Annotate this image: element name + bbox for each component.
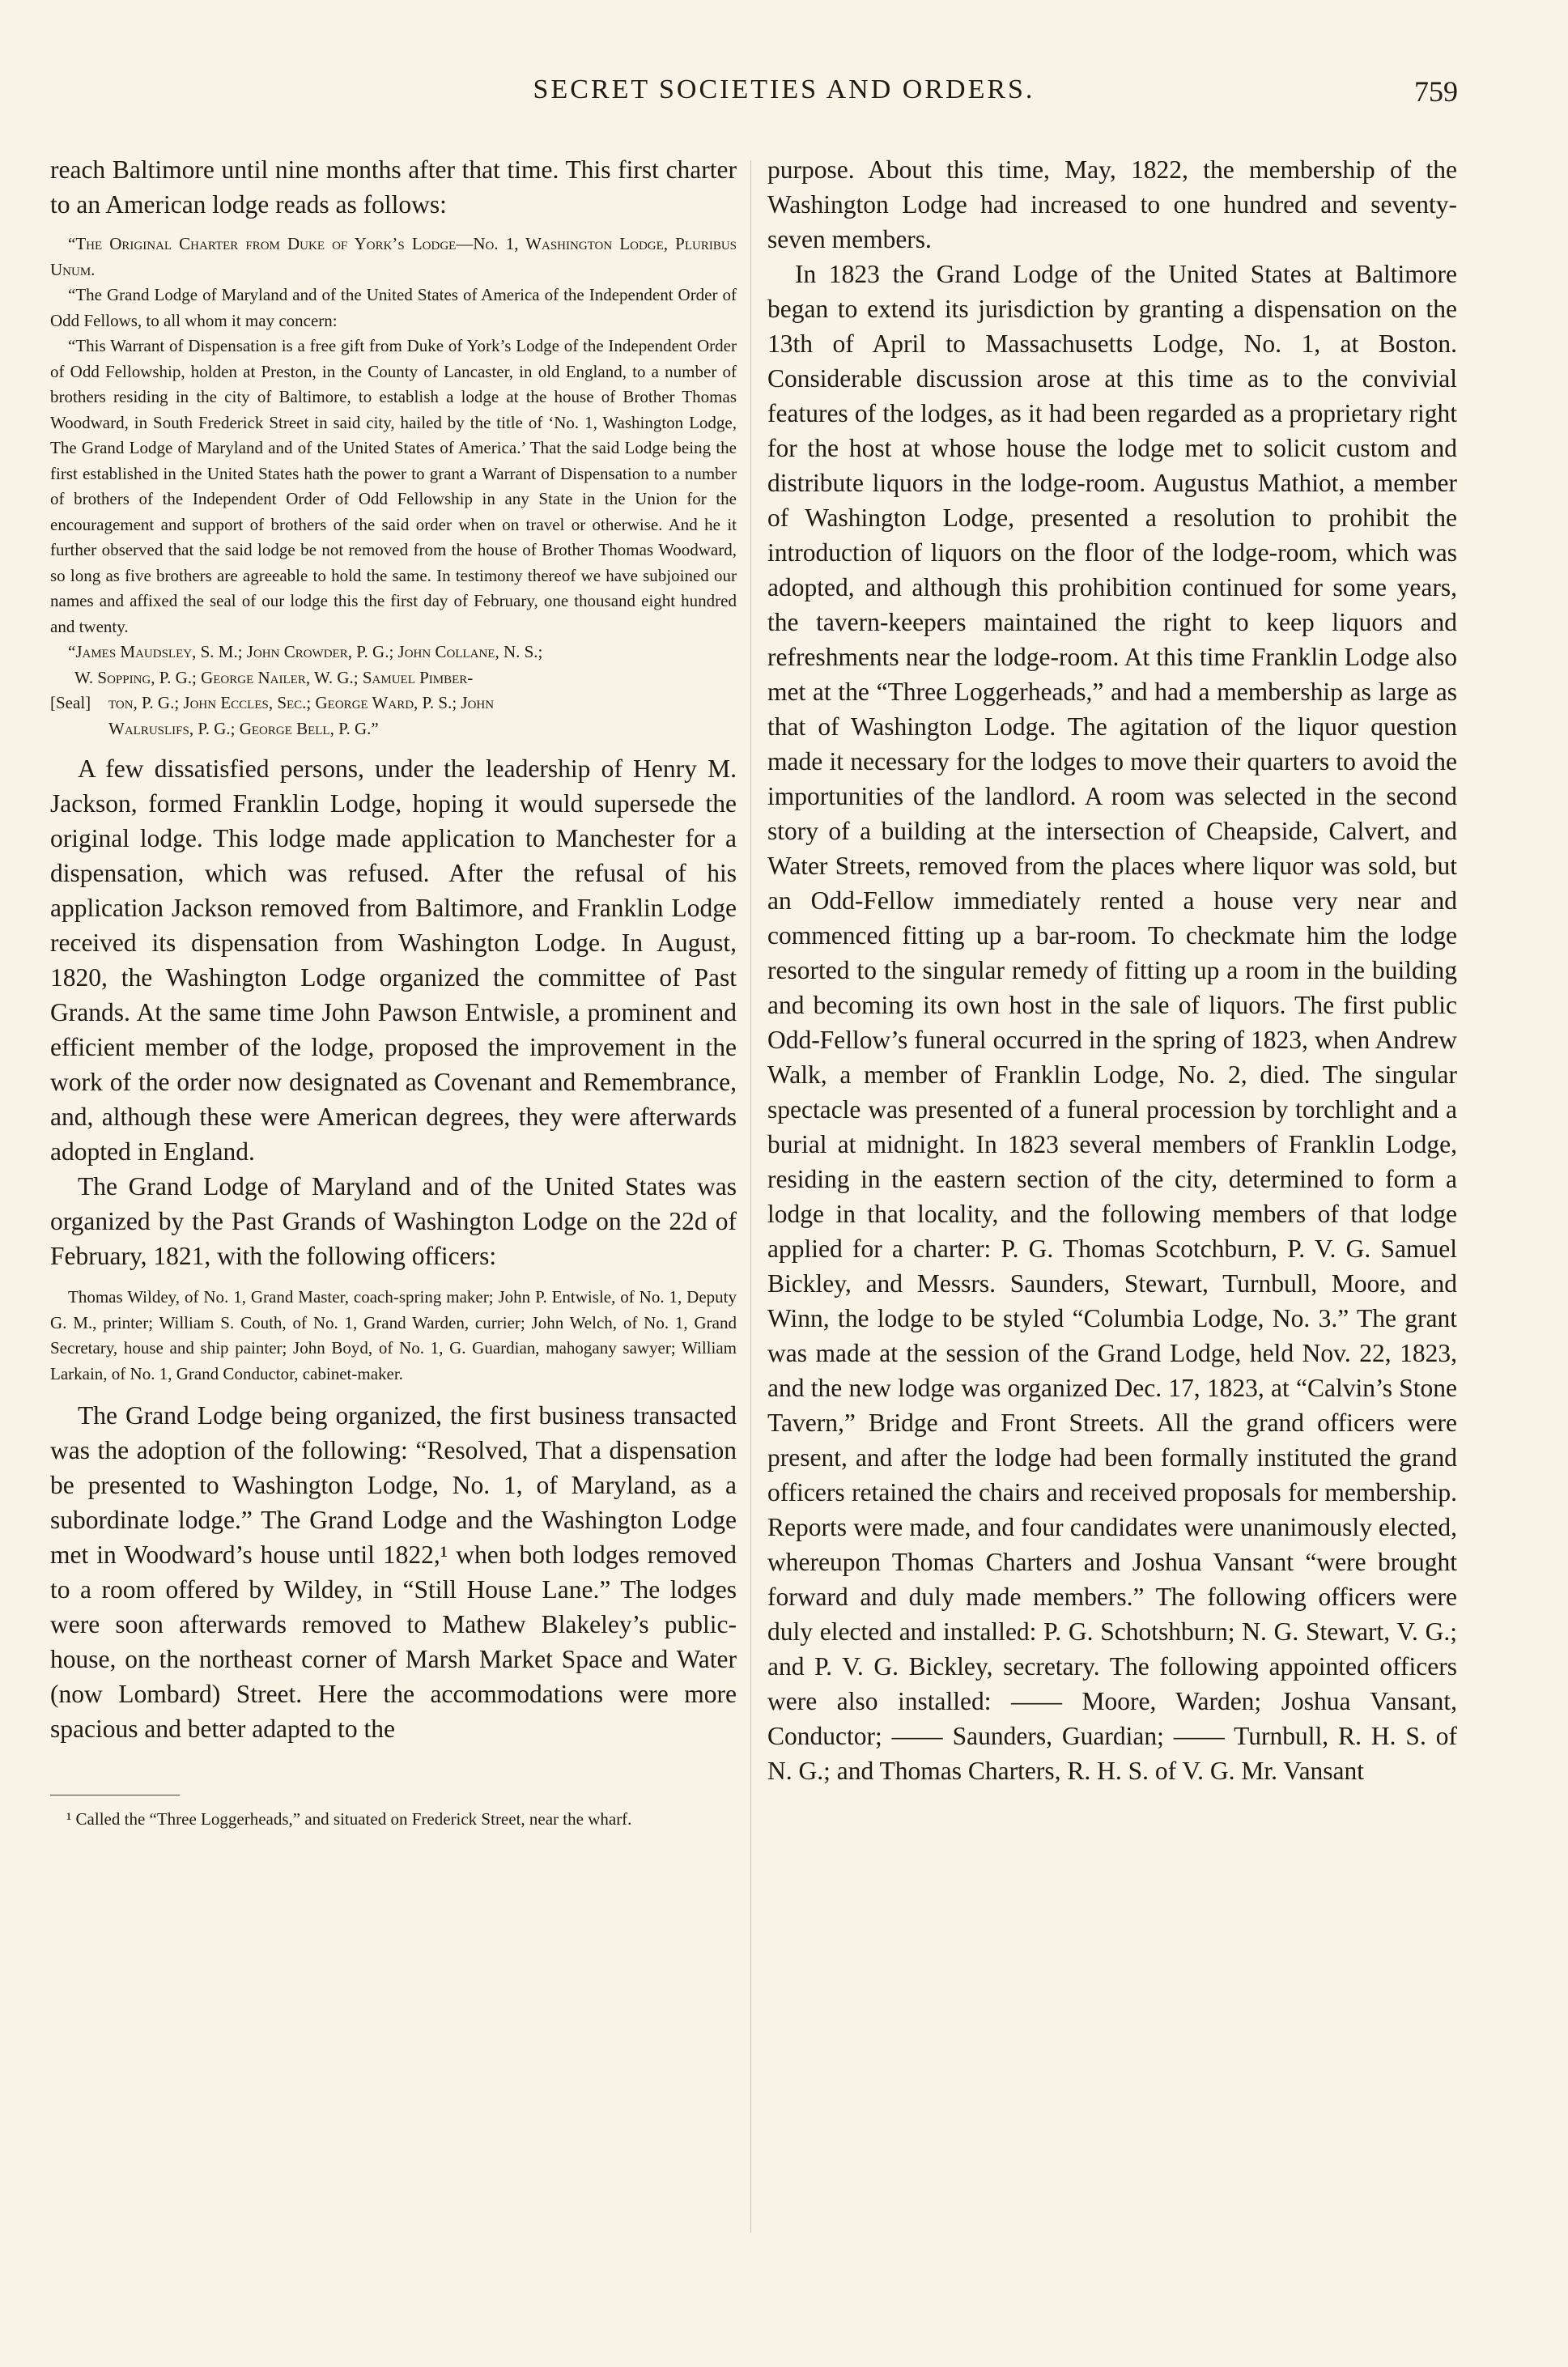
charter-title: “The Original Charter from Duke of York’s Lodge—No. 1, Washington Lodge, Pluribus Unum. xyxy=(50,234,737,279)
seal-label: [Seal] xyxy=(50,693,91,712)
footnote: ¹ Called the “Three Loggerheads,” and situated on Frederick Street, near the wharf. xyxy=(66,1809,632,1829)
charter-signatures xyxy=(50,640,737,742)
seal-row xyxy=(50,691,737,742)
seal-signatures xyxy=(108,691,737,742)
right-column xyxy=(767,152,1457,2335)
paragraph: The Grand Lodge of Maryland and of the United States was organized by the Past Grands of Washington Lodge on the 22d of February, 1821, with the following officers: xyxy=(50,1172,737,1270)
signature-line: Walruslifs, P. G.; George Bell, P. G.” xyxy=(108,718,379,738)
page-number: 759 xyxy=(1414,75,1458,108)
signature-line: W. Sopping, P. G.; George Nailer, W. G.; Samuel Pimber- xyxy=(74,667,474,687)
column-divider xyxy=(750,160,751,2233)
signature-line: “James Maudsley, S. M.; John Crowder, P. G.; John Collane, N. S.; xyxy=(68,642,543,661)
charter-line: “This Warrant of Dispensation is a free gift from Duke of York’s Lodge of the Independent Order of Odd Fellowship, holden at Preston, in the County of Lancaster, in old England, to a number of brothers residing in the city of Baltimore, to establish a lodge at the house of Brother Thomas Woodward, in South Frederick Street in said city, hailed by the title of ‘No. 1, Washington Lodge, The Grand Lodge of Maryland and of the United States of America.’ That the said Lodge being the first established in the United States hath the power to grant a Warrant of Dispensation to a number of brothers of the Independent Order of Odd Fellowship in any State in the Union for the encouragement and support of brothers of the said order when on travel or otherwise. And he it further observed that the said lodge be not removed from the house of Brother Thomas Woodward, so long as five brothers are agreeable to hold the same. In testimony thereof we have subjoined our names and affixed the seal of our lodge this the first day of February, one thousand eight hundred and twenty. xyxy=(50,336,737,636)
paragraph: purpose. About this time, May, 1822, the membership of the Washington Lodge had increased to one hundred and seventy-seven members. xyxy=(767,155,1457,253)
charter-quote xyxy=(50,232,737,742)
paragraph: In 1823 the Grand Lodge of the United States at Baltimore began to extend its jurisdiction by granting a dispensation on the 13th of April to Massachusetts Lodge, No. 1, at Boston. Considerable discussion arose at this time as to the convivial features of the lodges, as it had been regarded as a proprietary right for the host at whose house the lodge met to solicit custom and distribute liquors in the lodge-room. Augustus Mathiot, a member of Washington Lodge, presented a resolution to prohibit the introduction of liquors on the floor of the lodge-room, which was adopted, and although this prohibition continued for some years, the tavern-keepers maintained the right to keep liquors and refreshments near the lodge-room. At this time Franklin Lodge also met at the “Three Loggerheads,” and had a membership as large as that of Washington Lodge. The agitation of the liquor question made it necessary for the lodges to move their quarters to avoid the importunities of the landlord. A room was selected in the second story of a building at the intersection of Cheapside, Calvert, and Water Streets, removed from the places where liquor was sold, but an Odd-Fellow immediately rented a house very near and commenced fitting up a bar-room. To checkmate him the lodge resorted to the singular remedy of fitting up a room in the building and becoming its own host in the sale of liquors. The first public Odd-Fellow’s funeral occurred in the spring of 1823, when Andrew Walk, a member of Franklin Lodge, No. 2, died. The singular spectacle was presented of a funeral procession by torchlight and a burial at midnight. In 1823 several members of Franklin Lodge, residing in the eastern section of the city, determined to form a lodge in that locality, and the following members of that lodge applied for a charter: P. G. Thomas Scotchburn, P. V. G. Samuel Bickley, and Messrs. Saunders, Stewart, Turnbull, Moore, and Winn, the lodge to be styled “Columbia Lodge, No. 3.” The grant was made at the session of the Grand Lodge, held Nov. 22, 1823, and the new lodge was organized Dec. 17, 1823, at “Calvin’s Stone Tavern,” Bridge and Front Streets. All the grand officers were present, and after the lodge had been formally instituted the grand officers retained the chairs and received proposals for membership. Reports were made, and four candidates were unanimously elected, whereupon Thomas Charters and Joshua Vansant “were brought forward and duly made members.” The following officers were duly elected and installed: P. G. Schotshburn; N. G. Stewart, V. G.; and P. V. G. Bickley, secretary. The following appointed officers were also installed: —— Moore, Warden; Joshua Vansant, Conductor; —— Saunders, Guardian; —— Turnbull, R. H. S. of N. G.; and Thomas Charters, R. H. S. of V. G. Mr. Vansant xyxy=(767,260,1457,1785)
running-head: SECRET SOCIETIES AND ORDERS. xyxy=(533,74,1035,104)
charter-line: “The Grand Lodge of Maryland and of the United States of America of the Independent Order of Odd Fellows, to all whom it may concern: xyxy=(50,285,737,330)
paragraph: The Grand Lodge being organized, the first business transacted was the adoption of the following: “Resolved, That a dispensation be presented to Washington Lodge, No. 1, of Maryland, as a subordinate lodge.” The Grand Lodge and the Washington Lodge met in Woodward’s house until 1822,¹ when both lodges removed to a room offered by Wildey, in “Still House Lane.” The lodges were soon afterwards removed to Mathew Blakeley’s public-house, on the northeast corner of Marsh Market Space and Water (now Lombard) Street. Here the accommodations were more spacious and better adapted to the xyxy=(50,1401,737,1743)
page-header xyxy=(0,74,1568,120)
signature-line: ton, P. G.; John Eccles, Sec.; George Ward, P. S.; John xyxy=(108,693,495,712)
left-column xyxy=(50,152,737,2335)
paragraph: reach Baltimore until nine months after that time. This first charter to an American lodge reads as follows: xyxy=(50,155,737,219)
officers-list xyxy=(50,1285,737,1387)
officers-text: Thomas Wildey, of No. 1, Grand Master, coach-spring maker; John P. Entwisle, of No. 1, Deputy G. M., printer; William S. Couth, of No. 1, Grand Warden, currier; John Welch, of No. 1, Grand Secretary, house and ship painter; John Boyd, of No. 1, G. Guardian, mahogany sawyer; William Larkain, of No. 1, Grand Conductor, cabinet-maker. xyxy=(50,1287,737,1383)
paragraph: A few dissatisfied persons, under the leadership of Henry M. Jackson, formed Franklin Lodge, hoping it would supersede the original lodge. This lodge made application to Manchester for a dispensation, which was refused. After the refusal of his application Jackson removed from Baltimore, and Franklin Lodge received its dispensation from Washington Lodge. In August, 1820, the Washington Lodge organized the committee of Past Grands. At the same time John Pawson Entwisle, a prominent and efficient member of the lodge, proposed the improvement in the work of the order now designated as Covenant and Remembrance, and, although these were American degrees, they were afterwards adopted in England. xyxy=(50,754,737,1166)
